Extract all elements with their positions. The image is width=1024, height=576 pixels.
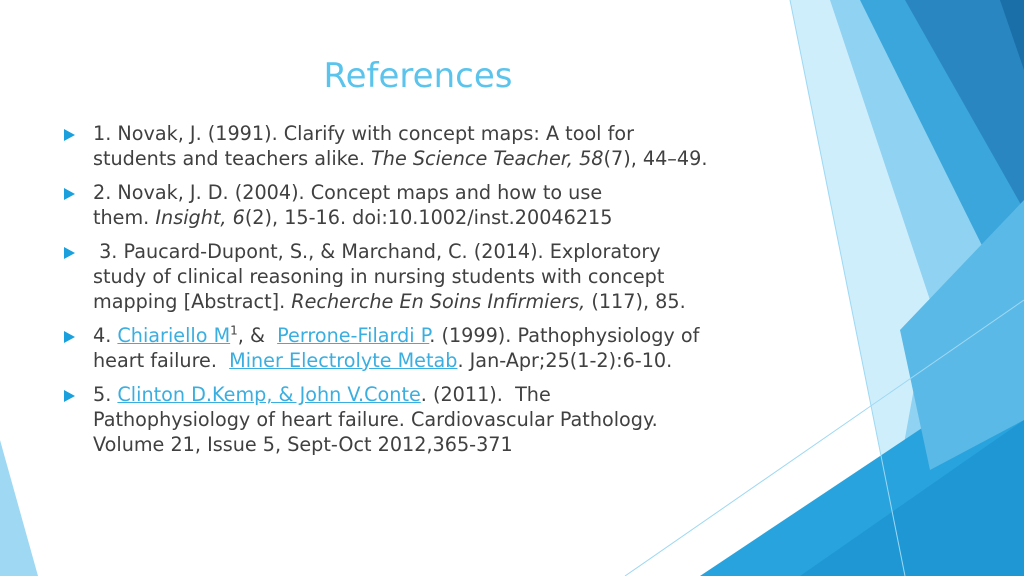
ref-line bbox=[93, 206, 804, 231]
journal-title: Recherche En Soins Infirmiers, bbox=[291, 289, 586, 313]
ref-line: 3. Paucard-Dupont, S., & Marchand, C. (2014). Exploratory bbox=[93, 240, 661, 264]
ref-text: (2), 15-16. doi:10.1002/inst.20046215 bbox=[244, 205, 613, 229]
ref-text: students and teachers alike. bbox=[93, 146, 372, 170]
bullet-arrow-icon bbox=[64, 247, 75, 259]
journal-title: Insight, 6 bbox=[155, 205, 245, 229]
bullet-arrow-icon bbox=[64, 129, 75, 141]
authors-link[interactable]: Clinton D.Kemp, & John V.Conte bbox=[117, 383, 421, 407]
ref-line: 1. Novak, J. (1991). Clarify with concept maps: A tool for bbox=[93, 122, 634, 145]
reference-item bbox=[64, 122, 804, 171]
ref-text: 5. bbox=[93, 383, 118, 407]
journal-title: The Science Teacher, 58 bbox=[371, 146, 604, 170]
bullet-arrow-icon bbox=[64, 390, 75, 402]
journal-link[interactable]: Miner Electrolyte Metab bbox=[229, 348, 458, 372]
ref-line: Pathophysiology of heart failure. Cardiovascular Pathology. bbox=[93, 407, 658, 431]
author-link-chiariello[interactable]: Chiariello M bbox=[117, 324, 231, 348]
ref-line bbox=[93, 349, 804, 374]
ref-line: Volume 21, Issue 5, Sept-Oct 2012,365-371 bbox=[93, 432, 513, 456]
ref-line: 2. Novak, J. D. (2004). Concept maps and how to use bbox=[93, 181, 603, 205]
ref-line bbox=[93, 290, 804, 315]
ref-line bbox=[93, 324, 804, 349]
reference-item bbox=[64, 324, 804, 373]
ref-text: heart failure. bbox=[93, 348, 230, 372]
ref-text: . (1999). Pathophysiology of bbox=[429, 324, 700, 348]
references-list bbox=[64, 122, 804, 467]
ref-text: 4. bbox=[93, 324, 118, 348]
ref-text: (7), 44–49. bbox=[603, 146, 708, 170]
reference-item bbox=[64, 240, 804, 314]
slide-title: References bbox=[323, 56, 513, 96]
ref-line bbox=[93, 383, 804, 408]
reference-item bbox=[64, 383, 804, 457]
bullet-arrow-icon bbox=[64, 331, 75, 343]
ref-line: study of clinical reasoning in nursing students with concept bbox=[93, 264, 665, 288]
ref-text: (117), 85. bbox=[585, 289, 686, 313]
ref-text: . Jan-Apr;25(1-2):6-10. bbox=[457, 348, 673, 372]
ref-text: , & bbox=[237, 324, 278, 348]
ref-text: them. bbox=[93, 205, 156, 229]
left-accent-shape bbox=[0, 440, 38, 576]
bullet-arrow-icon bbox=[64, 188, 75, 200]
affiliation-superscript: 1 bbox=[230, 323, 238, 338]
ref-text: . (2011). The bbox=[420, 383, 551, 407]
reference-item bbox=[64, 181, 804, 230]
author-link-perrone-filardi[interactable]: Perrone-Filardi P bbox=[277, 324, 430, 348]
ref-text: mapping [Abstract]. bbox=[93, 289, 292, 313]
ref-line bbox=[93, 147, 804, 172]
